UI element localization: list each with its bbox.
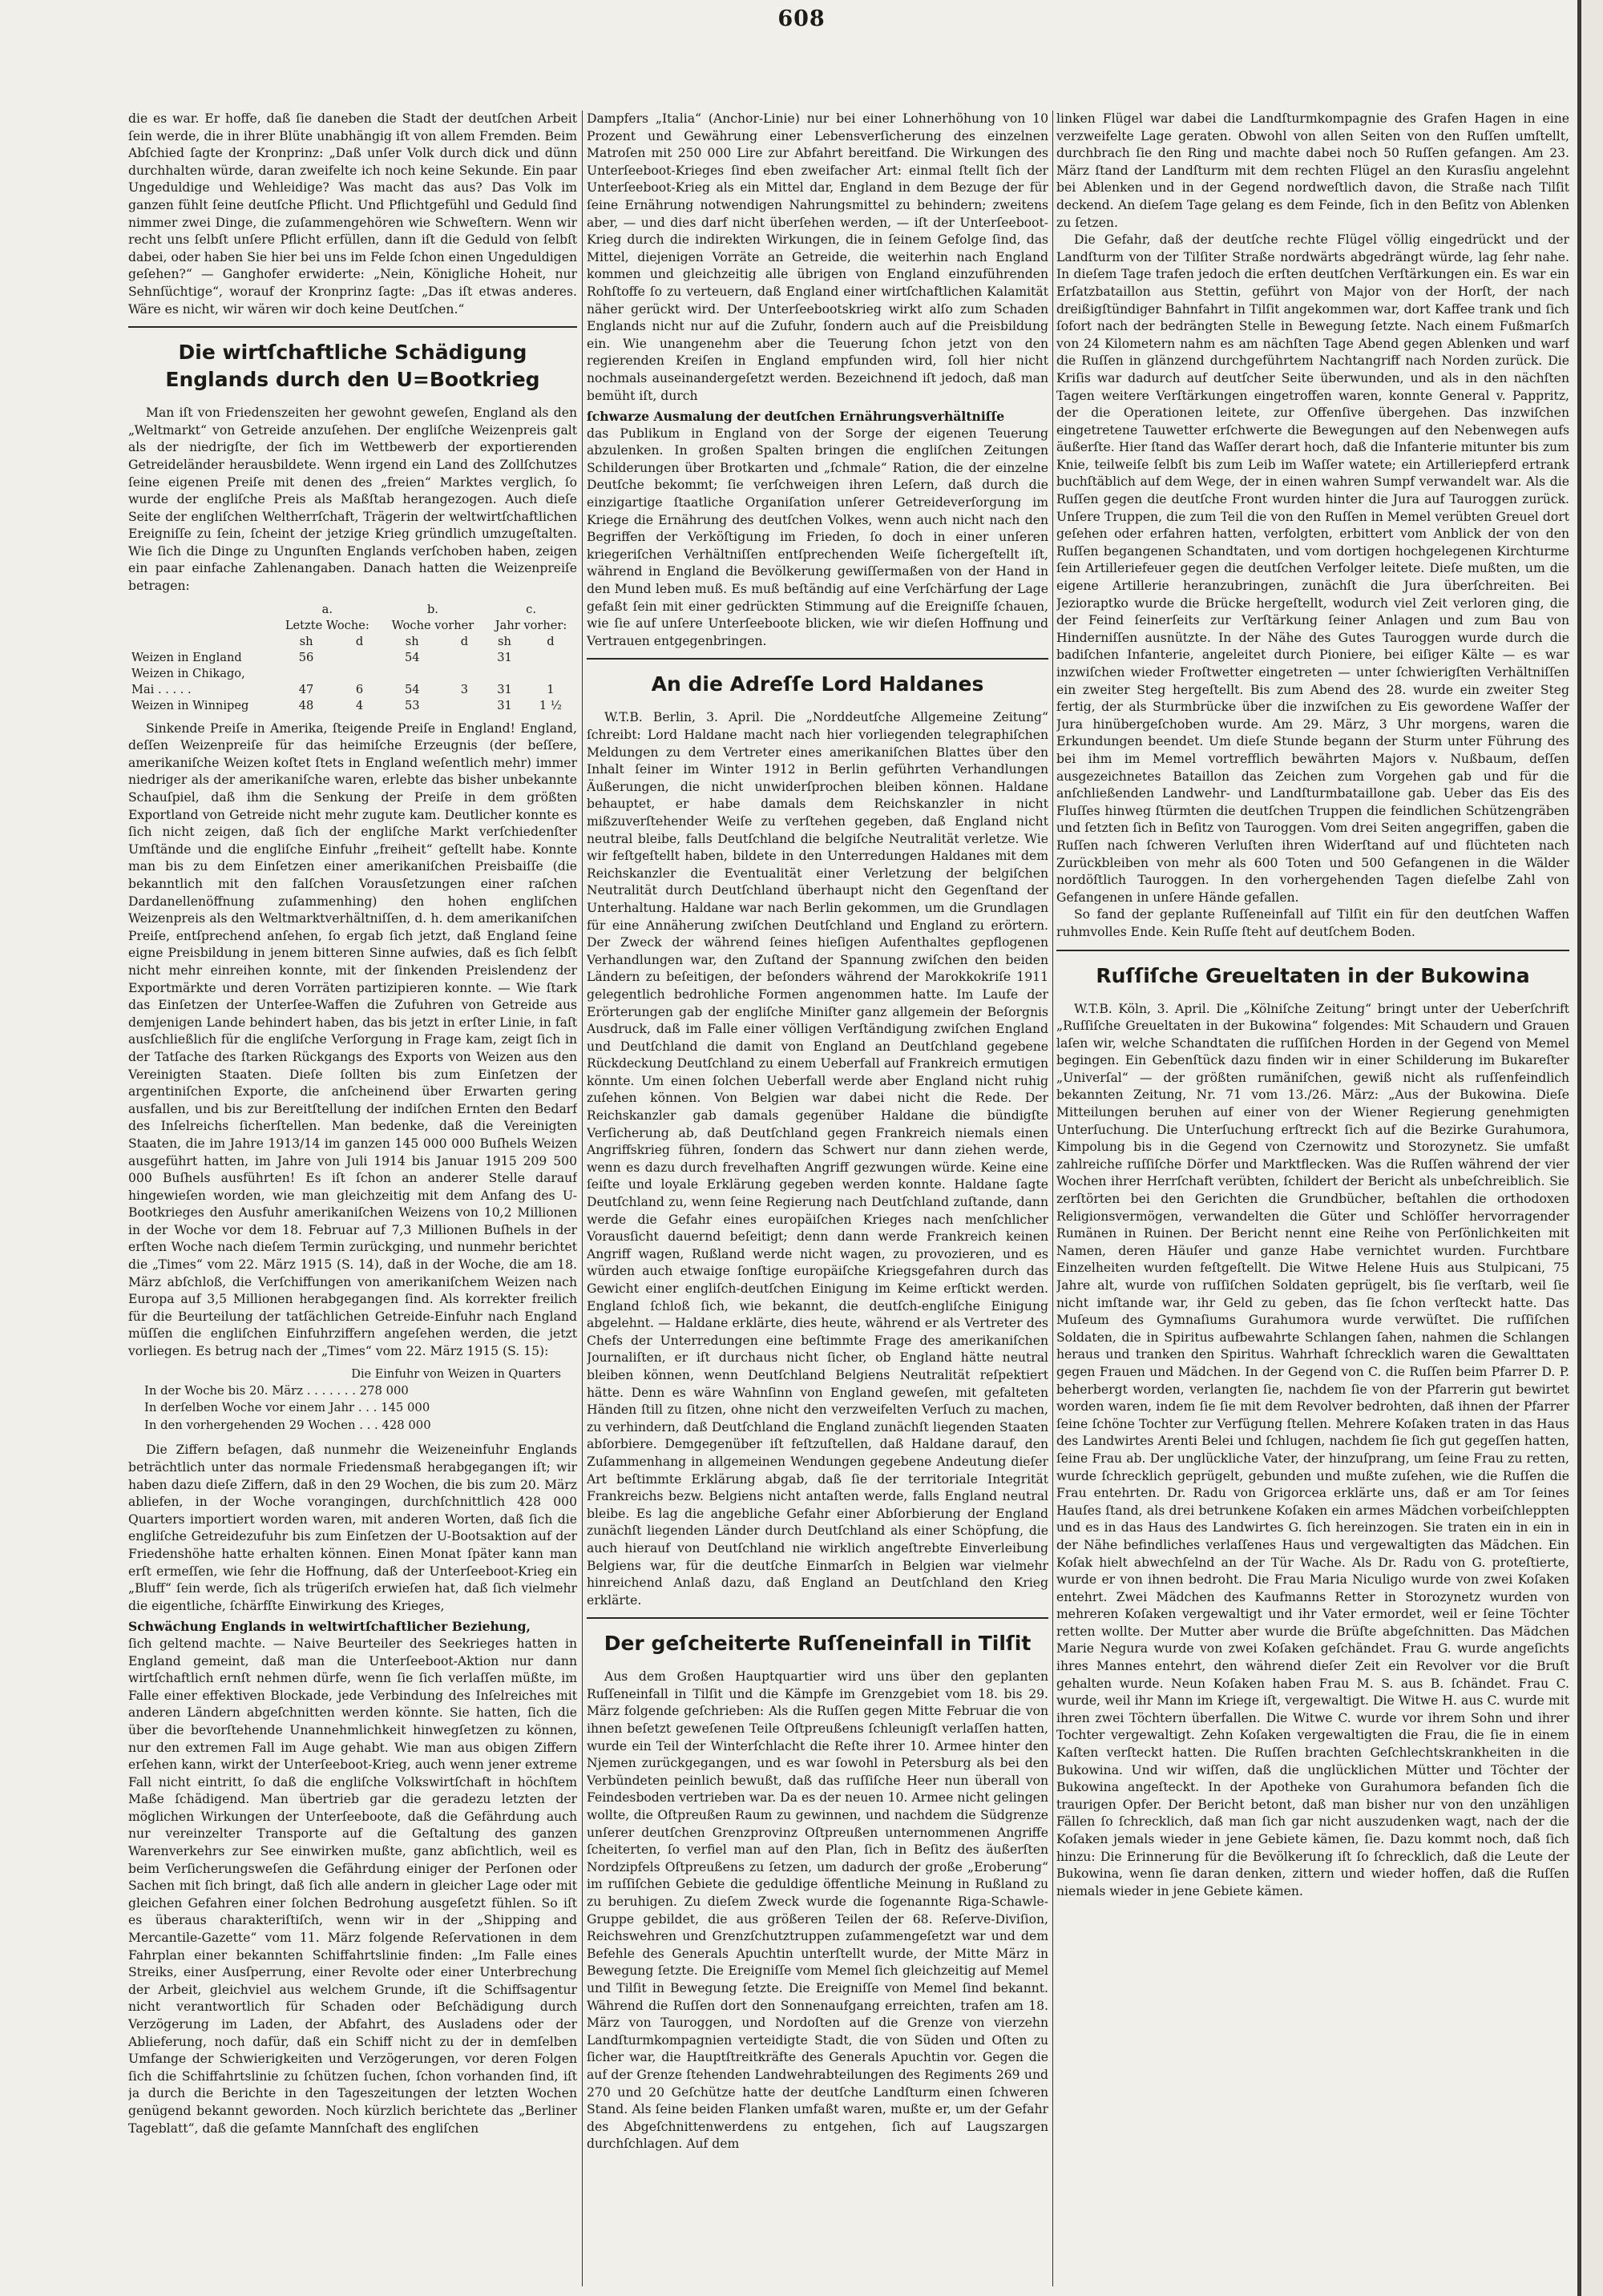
article-divider [587,658,1048,660]
column-middle [587,111,1048,2286]
column-rule [1052,111,1053,2286]
article-headline: Die wirtſchaftliche Schädigung Englands durch den U=Bootkrieg [165,341,540,392]
table-unit: sh [498,634,511,648]
list-item: In derſelben Woche vor einem Jahr . . . 145 000 [144,1401,430,1415]
list-item: In den vorhergehenden 29 Wochen . . . 428 000 [144,1418,431,1432]
table-unit: d [460,634,469,648]
article-divider [587,1617,1048,1619]
column-right [1056,111,1569,2286]
table-row: Weizen in England 56 54 31 [128,650,577,666]
column-rule [582,111,583,2286]
row-label: Weizen in Winnipeg [131,698,249,712]
article-headline: Ruſſiſche Greueltaten in der Bukowina [1096,963,1530,987]
wheat-imports-list [128,1367,577,1434]
list-item: In der Woche bis 20. März . . . . . . . 278 000 [144,1383,409,1398]
table-row: Weizen in Winnipeg 48 4 53 31 1 ½ [128,698,577,714]
table-unit: sh [299,634,313,648]
article-divider [1056,950,1569,951]
next-page-edge [1581,0,1603,2296]
article-paragraph: das Publikum in England von der Sorge der eigenen Teuerung abzulenken. In großen Spalten bringen die engliſchen Zeitungen Schilderungen über Brotkarten und „ſchmale“ Ration, die der einzelne Deutſche bekommt; ſie verſchweigen ihren Leſern, daß durch die einzigartige ſtaatliche Organiſation unſerer Getreideverſorgung im Kriege die Ernährung des deutſchen Volkes, wenn auch nicht nach den Begriffen der Verköſtigung im Frieden, ſo doch in einer unſeren kriegeriſchen Verhältniſſen entſprechenden Weiſe ſichergeſtellt iſt, während in England die Bevölkerung gewiſſermaßen von der Hand in den Mund leben muß. Es muß beſtändig auf eine Verſchärfung der Lage gefaßt ſein mit einer gedrückten Stimmung auf die Ereigniſſe ſchauen, wie ſie auf unſere Unterſeeboote blicken, wie wir dieſen Hoffnung und Vertrauen entgegenbringen. [587,426,1048,648]
article-subheading: ſchwarze Ausmalung der deutſchen Ernährungsverhältniſſe [587,409,1005,425]
article-paragraph: Sinkende Preiſe in Amerika, ſteigende Preiſe in England! England, deſſen Weizenpreiſe für das heimiſche Erzeugnis (der beſſere, amerikaniſche Weizen koſtet ſtets in England weſentlich mehr) immer niedriger als der amerikaniſche waren, erlebte das bisher unbekannte Schauſpiel, daß ihm die Senkung der Preiſe in dem größten Exportland von Getreide nicht mehr zugute kam. Deutlicher konnte es ſich nicht zeigen, daß ſich der engliſche Markt verſchiedenſter Umſtände und die engliſche Einfuhr „freiheit“ geſtellt habe. Konnte man bis zu dem Einſetzen einer amerikaniſchen Preisbaiſſe (die bekanntlich mit den falſchen Vorausſetzungen einer raſchen Dardanellenöffnung zuſammenhing) den hohen engliſchen Weizenpreis als den Weltmarktverhältniſſen, d. h. dem amerikaniſchen Preiſe, entſprechend anſehen, ſo ergab ſich jetzt, daß England ſeine eigne Preisbildung in jenem bitteren Sinne aufwies, daß es ſich ſelbſt nicht mehr einreihen konnte, mit der ſinkenden Preislendenz der Exportmärkte und deren Vorräten partizipieren konnte. — Wie ſtark das Einſetzen der Unterſee-Waffen die Zufuhren von Getreide aus demjenigen Lande behindert haben, das bis jetzt in erſter Linie, in faſt ausſchließlich für die engliſche Verſorgung in Frage kam, zeigt ſich in der Tatſache des ſtarken Rückgangs des Exports von Weizen aus den Vereinigten Staaten. Dieſe ſollten bis zum Einſetzen der argentiniſchen Exporte, die anſcheinend über Erwarten gering ausfallen, und bis zur Bereitſtellung der indiſchen Ernten den Bedarf des Inſelreichs ſicherſtellen. Man bedenke, daß die Vereinigten Staaten, die im Jahre 1913/14 im ganzen 145 000 000 Buſhels Weizen ausgeführt hatten, im Jahre von Juli 1914 bis Januar 1915 209 500 000 Buſhels ausführten! Es iſt ſchon an anderer Stelle darauf hingewieſen worden, wie man gleichzeitig mit dem Anfang des U-Bootkrieges den Ausfuhr amerikaniſchen Weizens von 10,2 Millionen in der Woche vor dem 18. Februar auf 7,3 Millionen Buſhels in der erſten Woche nach dieſem Termin zurückging, und nunmehr berichtet die „Times“ vom 22. März 1915 (S. 14), daß in der Woche, die am 18. März abſchloß, die Verſchiffungen von amerikaniſchem Weizen nach Europa auf 3,5 Millionen herabgegangen ſind. Als korrekter freilich für die Beurteilung der tatſächlichen Getreide-Einfuhr nach England müſſen die engliſchen Einfuhrziffern angeſehen werden, die jetzt vorliegen. Es betrug nach der „Times“ vom 22. März 1915 (S. 15): [128,720,577,1359]
table-col-letter: b. [426,602,438,616]
wheat-price-table [128,602,577,714]
table-row [128,666,577,682]
article-continuation: die es war. Er hoffe, daß ſie daneben die Stadt der deutſchen Arbeit ſein werde, die in ihrer Blüte unabhängig iſt von allem Fremden. Beim Abſchied ſagte der Kronprinz: „Daß unſer Volk durch dick und dünn durchhalten würde, daran zweifelte ich noch keine Sekunde. Ein paar Ungeduldige und Wehleidige? Was macht das aus? Das Volk im ganzen fühlt ſeine deutſche Pflicht. Und Pflichtgefühl und Geduld ſind nimmer zwei Dinge, die zuſammengehören wie Schweſtern. Wenn wir recht uns ſelbſt unſere Pflicht erfüllen, dann iſt die Geduld von ſelbſt dabei, oder haben Sie hier bei uns im Felde ſchon einen Ungeduldigen geſehen?“ — Ganghofer erwiderte: „Nein, Königliche Hoheit, nur Sehnſüchtige“, worauf der Kronprinz ſagte: „Das iſt etwas anderes. Wäre es nicht, wir wären wir doch keine Deutſchen.“ [128,111,577,317]
imports-heading: Die Einfuhr von Weizen in Quarters [351,1367,561,1381]
table-unit: d [547,634,555,648]
article-headline: An die Adreſſe Lord Haldanes [651,672,984,696]
table-col-letter: a. [321,602,333,616]
article-paragraph: Dampfers „Italia“ (Anchor-Linie) nur bei einer Lohnerhöhung von 10 Prozent und Gewährung einer Lebensverſicherung des einzelnen Matroſen mit 250 000 Lire zur Abfahrt bereitfand. Die Wirkungen des Unterſeeboot-Krieges ſind eben zweifacher Art: einmal ſtellt ſich der Unterſeeboot-Krieg als ein Mittel dar, England in dem Bezuge der für ſeine Ernährung notwendigen Nahrungsmittel zu behindern; zweitens aber, — und dies darf nicht überſehen werden, — iſt der Unterſeeboot-Krieg durch die indirekten Wirkungen, die in ſeinem Gefolge ſind, das Mittel, diejenigen Vorräte an Getreide, die weiterhin nach England kommen und gleichzeitig alle übrigen von England einzuführenden Rohſtoffe ſo zu verteuern, daß England einer wirtſchaftlichen Kalamität näher gerückt wird. Der Unterſeebootskrieg wirkt alſo zum Schaden Englands nicht nur auf die Zufuhr, ſondern auch auf die Preisbildung ein. Wie unangenehm aber die Teuerung ſchon jetzt von den regierenden Kreiſen in England empfunden wird, ſoll hier nicht nochmals auseinandergeſetzt werden. Bezeichnend iſt jedoch, daß man bemüht iſt, durch [587,111,1048,403]
row-label: Weizen in Chikago, [131,666,245,680]
article-paragraph: Die Ziffern beſagen, daß nunmehr die Weizeneinfuhr Englands beträchtlich unter das normale Friedensmaß herabgegangen iſt; wir haben dazu dieſe Ziffern, daß in den 29 Wochen, die bis zum 20. März abliefen, in der Woche vorangingen, durchſchnittlich 428 000 Quarters importiert worden waren, mit anderen Worten, daß ſich die engliſche Getreidezufuhr bis zum Einſetzen der U-Bootsaktion auf der Friedenshöhe hatte erhalten können. Einen Monat ſpäter kann man erſt ermeſſen, wie ſehr die Hoffnung, daß der Unterſeeboot-Krieg ein „Bluff“ ſein werde, ſich als trügeriſch erwieſen hat, daß ſich vielmehr die eigentliche, ſchärfſte Einwirkung des Krieges, [128,1443,577,1613]
table-unit: d [355,634,364,648]
article-paragraph: ſich geltend machte. — Naive Beurteiler des Seekrieges hatten in England gemeint, daß man die Unterſeeboot-Aktion nur dann wirtſchaftlich ernſt nehmen dürfe, wenn ſie ſich verlaſſen müßte, im Falle einer effektiven Blockade, jede Verbindung des Inſelreiches mit anderen Ländern abgeſchnitten werden könnte. Sie hatten, ſich die über die bevorſtehende Unannehmlichkeit hinwegſetzen zu können, nur den extremen Fall im Auge gehabt. Wie man aus obigen Ziffern erſehen kann, wirkt der Unterſeeboot-Krieg, auch wenn jener extreme Fall nicht eintritt, ſo daß die engliſche Volkswirtſchaft in höchſtem Maße ſchädigend. Man übertrieb gar die geradezu letzten der möglichen Wirkungen der Unterſeeboote, daß die Gefährdung auch nur vereinzelter Transporte auf die Geſtaltung des ganzen Warenverkehrs zur See einwirken mußte, ganz abſichtlich, weil es beim Verſicherungsweſen die Gefährdung einiger der Perſonen oder Sachen mit ſich bringt, daß ſich alle andern in gleicher Lage oder mit gleichen Gefahren einer ſolchen Bedrohung ausgeſetzt fühlen. So iſt es überaus charakteriſtiſch, wenn wir in der „Shipping and Mercantile-Gazette“ vom 11. März folgende Reſervationen in dem Fahrplan einer bekannten Schiffahrtslinie finden: „Im Falle eines Streiks, einer Ausſperrung, einer Revolte oder einer Unterbrechung der Arbeit, gleichviel aus welchem Grunde, iſt die Schiffsagentur nicht verantwortlich für Schaden oder Beſchädigung durch Verzögerung im Laden, der Abfahrt, des Ausladens oder der Ablieferung, noch dafür, daß ein Schiff nicht zu der in demſelben Umfange der Schwierigkeiten und Verzögerungen, vor deren Folgen ſich die Schiffahrtslinie zu ſchützen ſuchen, ſchon vorhanden ſind, iſt ja durch die Berichte in den Tageszeitungen der letzten Wochen genügend bekannt geworden. Noch kürzlich berichtete das „Berliner Tageblatt“, daß die geſamte Mannſchaft des engliſchen [128,1636,577,2136]
row-label: Mai . . . . . [131,682,192,696]
article-subheading: Schwächung Englands in weltwirtſchaftlicher Beziehung, [128,1619,531,1635]
article-paragraph: Man iſt von Friedenszeiten her gewohnt geweſen, England als den „Weltmarkt“ von Getreide anzuſehen. Der engliſche Weizenpreis galt als der niedrigſte, der ſich im Wettbewerb der exportierenden Getreideländer herausbildete. Wenn irgend ein Land des Zollſchutzes ſeine eigenen Preiſe mit denen des „freien“ Marktes verglich, ſo wurde der engliſche Preis als Maßſtab herangezogen. Auch dieſe Seite der engliſchen Weltherrſchaft, Trägerin der weltwirtſchaftlichen Ereigniſſe zu ſein, ſcheint der jetzige Krieg gründlich umzugeſtalten. Wie ſich die Dinge zu Ungunſten Englands verſchoben haben, zeigen ein paar einfache Zahlenangaben. Danach hatten die Weizenpreiſe betragen: [128,406,577,594]
table-col-header: Woche vorher [391,618,474,632]
article-divider [128,326,577,328]
column-left [128,111,577,2286]
row-label: Weizen in England [131,650,242,664]
article-paragraph: linken Flügel war dabei die Landſturmkompagnie des Grafen Hagen in eine verzweifelte Lage geraten. Obwohl von allen Seiten von den Ruſſen umſtellt, durchbrach ſie den Ring und machte dabei noch 50 Ruſſen gefangen. Am 23. März ſtand der Landſturm mit dem rechten Flügel an den Kurasſiu angelehnt bei Ablenken und in der Gegend nordweſtlich davon, die Straße nach Tilſit deckend. An dieſem Tage gelang es dem Feinde, ſich in den Beſitz von Ablenken zu ſetzen. [1056,111,1569,230]
table-col-letter: c. [526,602,536,616]
article-paragraph: Die Gefahr, daß der deutſche rechte Flügel völlig eingedrückt und der Landſturm von der Tilſiter Straße nordwärts abgedrängt würde, lag ſehr nahe. In dieſem Tage trafen jedoch die erſten deutſchen Verſtärkungen ein. Es war ein Erſatzbataillon aus Stettin, geführt von Major von der Horſt, der nach dreißigſtündiger Bahnfahrt in Tilſit angekommen war, dort Kaffee trank und ſich ſofort nach der bedrängten Stelle in Bewegung ſetzte. Nach einem Fußmarſch von 24 Kilometern nahm es am nächſten Tage Abend gegen Ablenken und warf die Ruſſen in glänzend durchgeführtem Nachtangriff nach Norden zurück. Die Kriſis war dadurch auf deutſcher Seite überwunden, und als in den nächſten Tagen weitere Verſtärkungen eingetroffen waren, konnte General v. Pappritz, der die Operationen leitete, zur Offenſive übergehen. Das inzwiſchen eingetretene Tauwetter erſchwerte die Bewegungen auf den Nebenwegen aufs äußerſte. Hier ſtand das Waſſer derart hoch, daß die Infanterie mitunter bis zum Knie, teilweiſe ſelbſt bis zum Leib im Waſſer watete; ein Artilleriepferd ertrank buchſtäblich auf dem Wege, der in einen wahren Sumpf verwandelt war. Als die Ruſſen gegen die deutſche Front wurden hinter die Jura auf Tauroggen zurück. Unſere Truppen, die zum Teil die von den Ruſſen in Memel verübten Greuel dort geſehen oder erfahren hatten, verfolgten, erbittert vom Anblick der von den Ruſſen begangenen Schandtaten, und vom dortigen hochgelegenen Kirchturme ſein Artilleriefeuer gegen die deutſchen Verfolger leitete. Dieſe mußten, um die eigene Artillerie heranzubringen, zunächſt die Jura überſchreiten. Bei Jezioraptko wurde die Brücke hergeſtellt, wodurch viel Zeit verloren ging, die der Feind ſeinerſeits zur Verſtärkung ſeiner Anlagen und zum Bau von Hinderniſſen ausnützte. In der Nähe des Gutes Tauroggen wurde durch die badiſchen Infanterie, angeleitet durch Pioniere, bei eiſiger Kälte — es war inzwiſchen wieder Froſtwetter eingetreten — unter ſchwierigſten Verhältniſſen ein zweiter Steg hergeſtellt. Bis zum Abend des 28. wurde ein zweiter Steg fertig, der als Sturmbrücke über die inzwiſchen zu Eis gewordene Waſſer der Jura hinübergeſchoben wurde. Am 29. März, 3 Uhr morgens, waren die Erkundungen beendet. Um dieſe Stunde begann der Sturm unter Führung des bei ihm im Memel vortrefflich bewährten Majors v. Nußbaum, deſſen ausgezeichnetes Bataillon das Zeichen zum Vorgehen gab und für die anſchließenden Landwehr- und Landſturmbataillone gab. Ueber das Eis des Fluſſes hinweg ſtürmten die deutſchen Truppen die feindlichen Schützengräben und ſetzten ſich in Beſitz von Tauroggen. Vom drei Seiten angegriffen, gaben die Ruſſen nach ſchweren Verluſten ihren Widerſtand auf und flüchteten nach Zurückbleiben von mehr als 600 Toten und 500 Gefangenen in die Wälder nordöſtlich Tauroggen. In den vorhergehenden Tagen dieſelbe Zahl von Gefangenen in unſere Hände gefallen. [1056,232,1569,905]
article-paragraph: Aus dem Großen Hauptquartier wird uns über den geplanten Ruſſeneinfall in Tilſit und die Kämpfe im Grenzgebiet vom 18. bis 29. März folgende geſchrieben: Als die Ruſſen gegen Mitte Februar die von ihnen beſetzt geweſenen Teile Oſtpreußens ſchleunigſt verlaſſen hatten, wurde ein Teil der Winterſchlacht die Reſte ihrer 10. Armee hinter den Njemen zurückgegangen, und es war ſowohl in Petersburg als bei den Verbündeten peinlich bewußt, daß das ruſſiſche Heer nun überall von Feindesboden vertrieben war. Da es der neuen 10. Armee nicht gelingen wollte, die Oſtpreußen Raum zu gewinnen, und nachdem die Südgrenze unſerer deutſchen Grenzprovinz Oſtpreußen unternommenen Angriffe ſcheiterten, ſo verfiel man auf den Plan, ſich in Beſitz des äußerſten Nordzipfels Oſtpreußens zu ſetzen, um dadurch der große „Eroberung“ im ruſſiſchen Gebiete die geduldige öffentliche Meinung in Rußland zu zu beruhigen. Zu dieſem Zweck wurde die ſogenannte Riga-Schawle-Gruppe gebildet, die aus größeren Teilen der 68. Reſerve-Diviſion, Reichswehren und Grenzſchutztruppen zuſammengeſetzt war und dem Befehle des Generals Apuchtin unterſtellt wurde, der Mitte März in Bewegung ſetzte. Die Ereigniſſe vom Memel ſich gleichzeitig auf Memel und Tilſit in Bewegung ſetzte. Die Ereigniſſe von Memel ſind bekannt. Während die Ruſſen dort den Sonnenaufgang erreichten, trafen am 18. März von Tauroggen, und Nordoſten auf die Grenze von vierzehn Landſturmkompagnien verteidigte Stadt, die von Süden und Oſten zu ſicher war, die Hauptſtreitkräfte des Generals Apuchtin vor. Gegen die auf der Grenze ſtehenden Landwehrabteilungen des Regiments 269 und 270 und 20 Geſchütze hatte der deutſche Landſturm einen ſchweren Stand. Als ſeine beiden Flanken umfaßt waren, mußte er, um der Gefahr des Abgeſchnittenwerdens zu entgehen, ſich auf Laugszargen durchſchlagen. Auf dem [587,1669,1048,2152]
article-paragraph: So fand der geplante Ruſſeneinfall auf Tilſit ein für den deutſchen Waffen ruhmvolles Ende. Kein Ruſſe ſteht auf deutſchem Boden. [1056,907,1569,939]
table-col-header: Letzte Woche: [285,618,369,632]
article-paragraph: W.T.B. Berlin, 3. April. Die „Norddeutſche Allgemeine Zeitung“ ſchreibt: Lord Haldane macht nach hier vorliegenden telegraphiſchen Meldungen zu dem Vertreter eines amerikaniſchen Blattes über den Inhalt ſeiner im Winter 1912 in Berlin geführten Verhandlungen Äußerungen, die nicht unwiderſprochen bleiben können. Haldane behauptet, er habe damals dem Reichskanzler in nicht mißzuverſtehender Weiſe zu verſtehen gegeben, daß England nicht neutral bleibe, falls Deutſchland die belgiſche Neutralität verletze. Wie wir feſtgeſtellt haben, bildete in den Unterredungen Haldanes mit dem Reichskanzler die Eventualität einer Verletzung der belgiſchen Neutralität durch Deutſchland überhaupt nicht den Gegenſtand der Unterhaltung. Haldane war nach Berlin gekommen, um die Grundlagen für eine Annäherung zwiſchen Deutſchland und England zu erörtern. Der Zweck der während ſeines hieſigen Aufenthaltes gepflogenen Verhandlungen war, den Zuſtand der Spannung zwiſchen den beiden Ländern zu beſeitigen, der beſonders während der Marokkokriſe 1911 gelegentlich bedrohliche Formen angenommen hatte. Im Laufe der Erörterungen gab der engliſche Miniſter ganz allgemein der Beſorgnis Ausdruck, daß im Falle einer völligen Verſtändigung zwiſchen England und Deutſchland die damit von England an Deutſchland gegebene Rückdeckung Deutſchland zu einem Ueberfall auf Frankreich ermutigen könnte. Um einen ſolchen Ueberfall werde aber England nicht ruhig zuſehen können. Von Belgien war dabei nicht die Rede. Der Reichskanzler gab damals gegenüber Haldane die bündigſte Verſicherung ab, daß Deutſchland gegen Frankreich niemals einen Angriffskrieg führen, ſondern das Schwert nur dann ziehen werde, wenn es dazu durch frevelhaften Angriff gezwungen würde. Keine eine ſeiſte und loyale Erklärung gegeben werden konnte. Haldane ſagte Deutſchland zu, wenn ſeine Regierung nach Deutſchland zuſtande, dann werde die Gefahr eines europäiſchen Krieges nach menſchlicher Vorausſicht dauernd beſeitigt; denn dann werde Frankreich keinen Angriff wagen, Rußland werde nicht wagen, zu provozieren, und es würden auch etwaige ſonſtige europäiſche Kriegsgefahren durch das Gewicht einer engliſch-deutſchen Einigung im Keime erſtickt werden. England ſchloß ſich, wie bekannt, die deutſch-engliſche Einigung abgelehnt. — Haldane erklärte, dies heute, während er als Vertreter des Chefs der Unterredungen eine beſtimmte Frage des amerikaniſchen Journaliſten, er iſt durchaus nicht ſicher, ob England hätte neutral bleiben können, wenn Deutſchland Belgiens Neutralität reſpektiert hätte. Denn es wäre Wahnſinn von England geweſen, mit gefalteten Händen ſtill zu ſitzen, ohne nicht den verzweifelten Verſuch zu machen, zu verhindern, daß Deutſchland die England zunächſt liegenden Staaten abſorbiere. Demgegenüber iſt feſtzuſtellen, daß Haldane darauf, den Zuſammenhang in allgemeinen Wendungen gegebene Andeutung dieſer Art beſtimmte Erklärung abgab, daß ſie der territoriale Integrität Frankreichs bezw. Belgiens nicht antaſten werde, falls England neutral bleibe. Es lag die angebliche Gefahr einer Abſorbierung der England zunächſt liegenden Länder durch Deutſchland als einer Schöpfung, die auch hierauf von Deutſchland nie wirklich angeſtrebte Einverleibung Belgiens war, für die deutſche Einmarſch in Belgien war vielmehr hinreichend Anlaß dazu, daß England an Deutſchland den Krieg erklärte. [587,710,1048,1608]
table-col-header: Jahr vorher: [495,618,567,632]
table-row: Mai . . . . . 47 6 54 3 31 1 [128,682,577,698]
page-number: 608 [777,6,826,31]
table-unit: sh [405,634,419,648]
article-paragraph: W.T.B. Köln, 3. April. Die „Kölniſche Zeitung“ bringt unter der Ueberſchrift „Ruſſiſche Greueltaten in der Bukowina“ folgendes: Mit Schaudern und Grauen laſen wir, welche Schandtaten die ruſſiſchen Horden in der Gegend von Memel begingen. Ein Gebenſtück dazu finden wir in einer Schilderung im Bukareſter „Univerſal“ — der größten rumäniſchen, gewiß nicht als ruſſenfeindlich bekannten Zeitung, Nr. 71 vom 13./26. März: „Aus der Bukowina. Dieſe Mitteilungen beruhen auf einer von der Wiener Regierung genehmigten Unterſuchung. Die Unterſuchung erſtreckt ſich auf die Bezirke Gurahumora, Kimpolung bis in die Gegend von Czernowitz und Storozynetz. Sie umfaßt zahlreiche ruſſiſche Dörfer und Marktflecken. Was die Ruſſen während der vier Wochen ihrer Herrſchaft verübten, ſchildert der Bericht als unbeſchreiblich. Sie zerſtörten bei den Gerichten die Grundbücher, beſtahlen die orthodoxen Religionsvermögen, verwandelten die Güter und Schlöſſer hervorragender Rumänen in Ruinen. Der Bericht nennt eine Reihe von Perſönlichkeiten mit Namen, deren Häuſer und ganze Habe vernichtet wurden. Furchtbare Einzelheiten wurden feſtgeſtellt. Die Witwe Helene Huis aus Stulpicani, 75 Jahre alt, wurde von ruſſiſchen Soldaten geprügelt, bis ſie verſtarb, weil ſie nicht imſtande war, ihr Geld zu geben, das ſie ſchon verſteckt hatte. Das Muſeum des Gymnaſiums Gurahumora wurde verwüſtet. Die ruſſiſchen Soldaten, die in Spiritus aufbewahrte Schlangen ſahen, nahmen die Schlangen heraus und tranken den Spiritus. Wahrhaft ſchrecklich waren die Gewalttaten gegen Frauen und Mädchen. In der Gegend von C. die Ruſſen beim Pfarrer D. P. beherbergt worden, verlangten ſie, nachdem ſie von der Pfarrerin gut bewirtet worden waren, indem ſie ſie mit dem Revolver bedrohten, daß ihnen der Pfarrer ſeine ſchöne Tochter zur Verfügung ſtellen. Mehrere Koſaken traten in das Haus des Landwirtes Arenti Belei und ſchlugen, nachdem ſie ſich gut gegeſſen hatten, ſeine Frau ab. Der unglückliche Vater, der hinzuſprang, um ſeine Frau zu retten, wurde ſchrecklich geprügelt, gebunden und mußte zuſehen, wie die Ruſſen die Frau entehrten. Dr. Radu von Grigorcea erklärte uns, daß er am Tor ſeines Hauſes ſtand, als drei betrunkene Koſaken ein armes Mädchen vorbeiſchleppten und es in das Haus des Landwirtes G. ſich hereinzogen. Sie traten ein in ein in der Nähe befindliches verlaſſenes Haus und vergewaltigten das Mädchen. Ein Koſak hielt abwechſelnd an der Tür Wache. Als Dr. Radu von G. proteſtierte, wurde er von ihnen bedroht. Die Frau Maria Niculigo wurde von zwei Koſaken entehrt. Zwei Mädchen des Kaufmanns Retter in Storozynetz wurden von mehreren Koſaken vergewaltigt und ihr Vater ermordet, weil er ſeine Töchter retten wollte. Der Mutter aber wurde die Brüſte abgeſchnitten. Das Mädchen Marie Negura wurde von zwei Koſaken geſchändet. Frau G. wurde angeſichts ihres Mannes entehrt, den während dieſer Zeit ein Revolver vor die Bruſt gehalten wurde. Neun Koſaken haben Frau M. S. aus B. ſchändet. Frau C. wurde, weil ihr Mann im Kriege iſt, vergewaltigt. Die Witwe H. aus C. wurde mit ihren zwei Töchtern überfallen. Die Witwe C. wurde vor ihrem Sohn und ihrer Tochter vergewaltigt. Zehn Koſaken vergewaltigten die Frau, die ſie in einem Kaſten verſteckt hatten. Die Ruſſen brachten Geſchlechtskrankheiten in die Bukowina. Und wir wiſſen, daß die unglücklichen Mütter und Töchter der Bukowina angeſteckt. In der Apotheke von Gurahumora befanden ſich die traurigen Opfer. Der Bericht betont, daß man bisher nur von den unzähligen Fällen ſo ſchrecklich, daß man ſich gar nicht auszudenken wagt, nach der die Koſaken jemals wieder in jene Gebiete kämen, ſie. Dazu kommt noch, daß ſich hinzu: Die Erinnerung für die Bevölkerung iſt ſo ſchrecklich, daß die Leute der Bukowina, wenn ſie daran denken, zittern und wieder hoffen, daß die Ruſſen niemals wieder in jene Gebiete kämen. [1056,1001,1569,1899]
article-headline: Der geſcheiterte Ruſſeneinfall in Tilſit [604,1632,1032,1656]
